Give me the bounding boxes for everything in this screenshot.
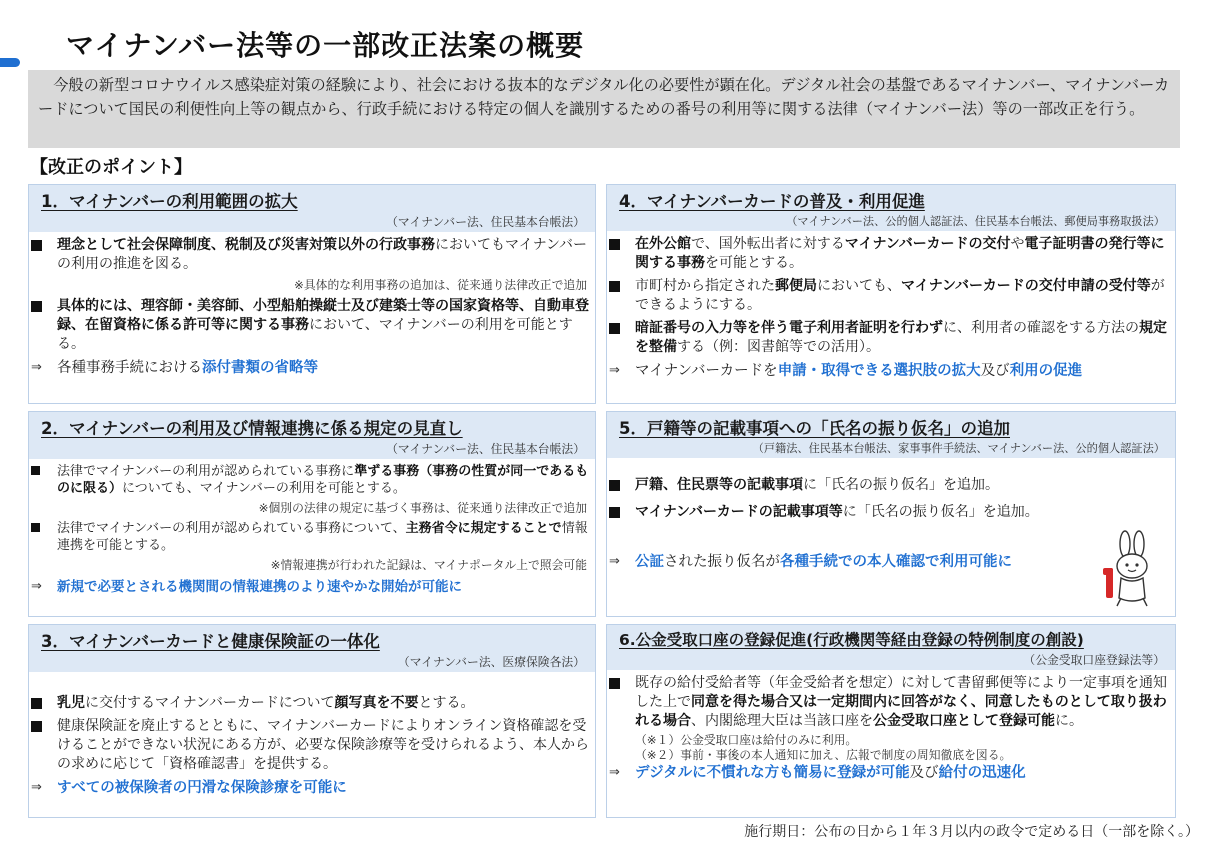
- result-line: ⇒ 各種事務手続における添付書類の省略等: [31, 360, 318, 376]
- panel-public-fund-account: [606, 624, 1176, 818]
- square-bullet-icon: [31, 466, 40, 475]
- effective-date: 施行期日：公布の日から１年３月以内の政令で定める日（一部を除く。）: [744, 824, 1199, 840]
- intro-summary: 今般の新型コロナウイルス感染症対策の経験により、社会における抜本的なデジタル化の必要性が顕在化。デジタル社会の基盤であるマイナンバー、マイナンバーカードについて国民の利便性向上等の観点から、行政手続における特定の個人を識別するための番号の利用等に関する法律（マイナンバー法）等の一部改正を行う。: [28, 70, 1180, 148]
- panel-card-promotion: [606, 184, 1176, 404]
- panel-law-reference: （マイナンバー法、医療保険各法）: [397, 655, 585, 669]
- list-item: 市町村から指定された郵便局においても、マイナンバーカードの交付申請の受付等ができるようにする。: [607, 277, 1169, 315]
- list-item: 理念として社会保障制度、税制及び災害対策以外の行政事務においてもマイナンバーの利用の推進を図る。: [29, 236, 589, 274]
- square-bullet-icon: [609, 323, 620, 334]
- points-heading: 【改正のポイント】: [30, 157, 192, 178]
- list-item: 在外公館で、国外転出者に対するマイナンバーカードの交付や電子証明書の発行等に関する事務を可能とする。: [607, 235, 1169, 273]
- list-item: 具体的には、理容師・美容師、小型船舶操縦士及び建築士等の国家資格等、自動車登録、在留資格に係る許可等に関する事務において、マイナンバーの利用を可能とする。: [29, 297, 589, 354]
- square-bullet-icon: [31, 721, 42, 732]
- panel-header: [607, 412, 1175, 458]
- result-line: ⇒ デジタルに不慣れな方も簡易に登録が可能及び給付の迅速化: [609, 765, 1026, 781]
- footnote: ※情報連携が行われた記録は、マイナポータル上で照会可能: [270, 558, 587, 572]
- list-item: 法律でマイナンバーの利用が認められている事務に準ずる事務（事務の性質が同一であるものに限る）についても、マイナンバーの利用を可能とする。: [29, 463, 589, 497]
- arrow-right-icon: ⇒: [31, 780, 42, 795]
- result-line: ⇒ マイナンバーカードを申請・取得できる選択肢の拡大及び利用の促進: [609, 363, 1083, 379]
- list-item: 暗証番号の入力等を伴う電子利用者証明を行わずに、利用者の確認をする方法の規定を整備する（例：図書館等での活用）。: [607, 319, 1169, 357]
- square-bullet-icon: [31, 523, 40, 532]
- panel-header: [607, 625, 1175, 670]
- result-line: ⇒ 新規で必要とされる機関間の情報連携のより速やかな開始が可能に: [31, 579, 462, 595]
- square-bullet-icon: [609, 480, 620, 491]
- page-title: マイナンバー法等の一部改正法案の概要: [66, 29, 585, 62]
- panel-title: 4．マイナンバーカードの普及・利用促進: [619, 192, 925, 211]
- square-bullet-icon: [31, 240, 42, 251]
- result-line: ⇒ すべての被保険者の円滑な保険診療を可能に: [31, 780, 347, 796]
- arrow-right-icon: ⇒: [31, 360, 42, 375]
- panel-header: [29, 625, 595, 672]
- list-item: マイナンバーカードの記載事項等に「氏名の振り仮名」を追加。: [607, 503, 1169, 522]
- panel-furigana: [606, 411, 1176, 617]
- list-item: 既存の給付受給者等（年金受給者を想定）に対して書留郵便等により一定事項を通知した上で同意を得た場合又は一定期間内に回答がなく、同意したものとして取り扱われる場合、内閣総理大臣は当該口座を公金受取口座として登録可能に。: [607, 674, 1169, 731]
- panel-usage-expansion: [28, 184, 596, 404]
- title-accent-bar: [0, 58, 20, 67]
- list-item: 戸籍、住民票等の記載事項に「氏名の振り仮名」を追加。: [607, 476, 1169, 495]
- list-item: 法律でマイナンバーの利用が認められている事務について、主務省令に規定することで情報連携を可能とする。: [29, 520, 589, 554]
- panel-title: 1．マイナンバーの利用範囲の拡大: [41, 192, 298, 211]
- mynumber-mascot-icon: [1103, 530, 1161, 608]
- panel-title: 2．マイナンバーの利用及び情報連携に係る規定の見直し: [41, 419, 463, 438]
- list-item: 乳児に交付するマイナンバーカードについて顔写真を不要とする。: [29, 694, 589, 713]
- panel-header: [29, 412, 595, 459]
- panel-header: [29, 185, 595, 232]
- square-bullet-icon: [31, 301, 42, 312]
- footnote: （※２）事前・事後の本人通知に加え、広報で制度の周知徹底を図る。: [635, 748, 1012, 762]
- panel-linkage-rules: [28, 411, 596, 617]
- footnote: ※個別の法律の規定に基づく事務は、従来通り法律改正で追加: [258, 501, 587, 515]
- list-item: 健康保険証を廃止するとともに、マイナンバーカードによりオンライン資格確認を受けることができない状況にある方が、必要な保険診療等を受けられるよう、本人からの求めに応じて「資格確認書」を提供する。: [29, 717, 589, 774]
- footnote: （※１）公金受取口座は給付のみに利用。: [635, 733, 858, 747]
- arrow-right-icon: ⇒: [609, 765, 620, 780]
- arrow-right-icon: ⇒: [609, 554, 620, 569]
- panel-title: 5．戸籍等の記載事項への「氏名の振り仮名」の追加: [619, 419, 1010, 438]
- result-line: ⇒ 公証された振り仮名が各種手続での本人確認で利用可能に: [609, 554, 1012, 570]
- panel-law-reference: （公金受取口座登録法等）: [1023, 653, 1165, 667]
- panel-health-insurance: [28, 624, 596, 818]
- arrow-right-icon: ⇒: [609, 363, 620, 378]
- square-bullet-icon: [609, 239, 620, 250]
- panel-law-reference: （マイナンバー法、住民基本台帳法）: [386, 215, 585, 229]
- panel-law-reference: （マイナンバー法、住民基本台帳法）: [386, 442, 585, 456]
- arrow-right-icon: ⇒: [31, 579, 42, 594]
- panel-title: 6.公金受取口座の登録促進(行政機関等経由登録の特例制度の創設): [619, 631, 1084, 649]
- panel-law-reference: （マイナンバー法、公的個人認証法、住民基本台帳法、郵便局事務取扱法）: [786, 215, 1165, 228]
- square-bullet-icon: [609, 507, 620, 518]
- square-bullet-icon: [31, 698, 42, 709]
- panel-law-reference: （戸籍法、住民基本台帳法、家事事件手続法、マイナンバー法、公的個人認証法）: [752, 442, 1165, 455]
- square-bullet-icon: [609, 678, 620, 689]
- footnote: ※具体的な利用事務の追加は、従来通り法律改正で追加: [293, 278, 587, 292]
- panel-header: [607, 185, 1175, 231]
- square-bullet-icon: [609, 281, 620, 292]
- panel-title: 3．マイナンバーカードと健康保険証の一体化: [41, 632, 380, 651]
